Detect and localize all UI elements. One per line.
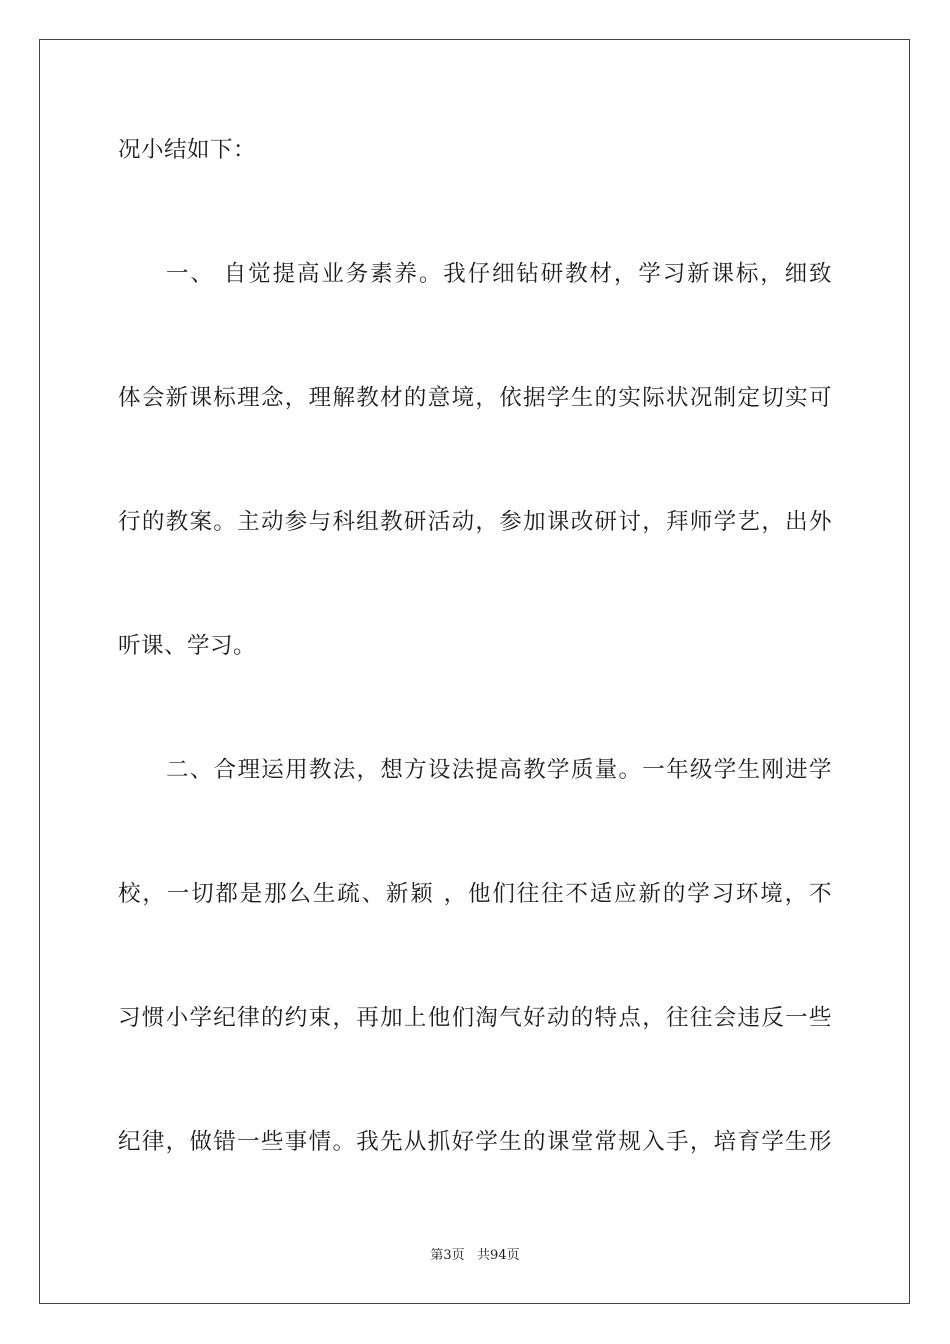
text-line: 况小结如下： xyxy=(118,137,257,163)
page-number-footer: 第3页 共94页 xyxy=(430,1248,520,1263)
paragraph-1-line: 一、 自觉提高业务素养。我仔细钻研教材，学习新课标，细致 xyxy=(166,261,832,287)
text-line: 听课、学习。 xyxy=(118,633,257,659)
text-line: 体会新课标理念，理解教材的意境，依据学生的实际状况制定切实可 xyxy=(118,385,832,411)
page-border xyxy=(39,39,910,1304)
paragraph-2-line: 二、合理运用教法，想方设法提高教学质量。一年级学生刚进学 xyxy=(166,757,832,783)
text-line: 行的教案。主动参与科组教研活动，参加课改研讨，拜师学艺，出外 xyxy=(118,509,832,535)
text-line: 校，一切都是那么生疏、新颖 ，他们往往不适应新的学习环境，不 xyxy=(118,881,832,907)
text-line: 习惯小学纪律的约束，再加上他们淘气好动的特点，往往会违反一些 xyxy=(118,1005,832,1031)
text-line: 纪律，做错一些事情。我先从抓好学生的课堂常规入手，培育学生形 xyxy=(118,1129,832,1155)
